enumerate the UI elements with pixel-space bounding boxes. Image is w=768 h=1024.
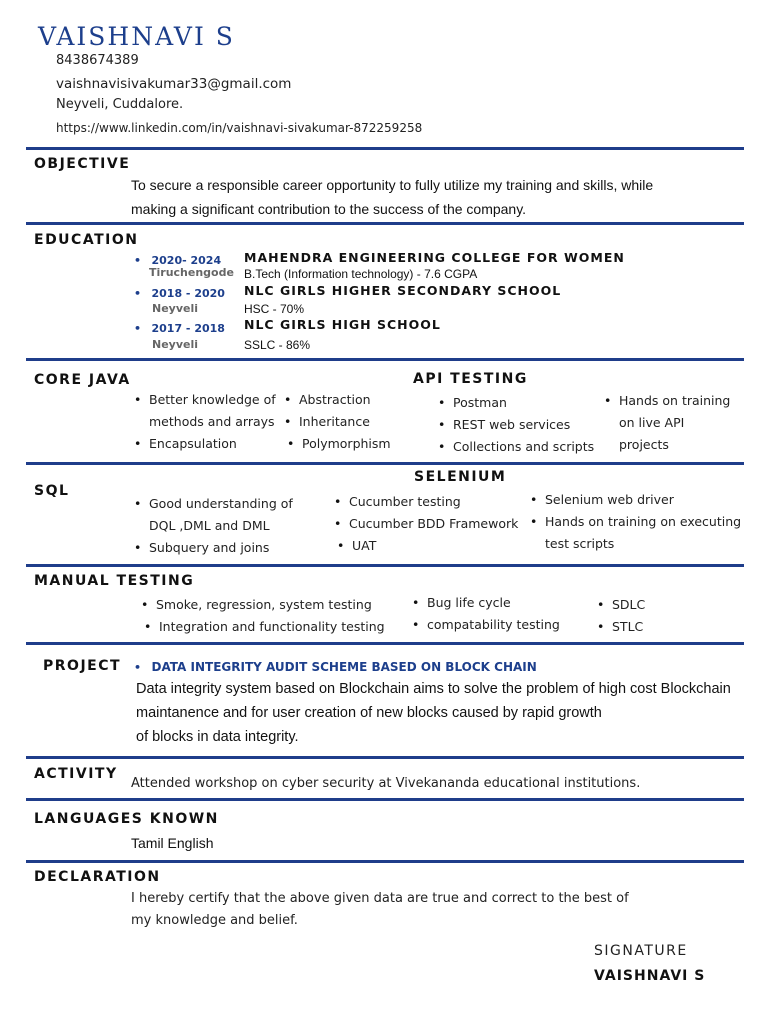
activity-heading: ACTIVITY	[34, 766, 118, 782]
selenium-heading: SELENIUM	[414, 469, 507, 485]
skill-item: • Integration and functionality testing	[159, 619, 385, 634]
skill-item: • Bug life cycle	[427, 595, 511, 610]
skill-item: • Selenium web driver	[545, 492, 674, 507]
education-years: 2018 - 2020	[151, 287, 225, 300]
skill-item: • Subquery and joins	[149, 540, 269, 555]
signature-label: SIGNATURE	[594, 943, 688, 959]
skill-item: • UAT	[352, 538, 376, 553]
skill-item: • REST web services	[453, 417, 570, 432]
education-place: Neyveli	[152, 338, 199, 351]
skill-item: • compatability testing	[427, 617, 560, 632]
activity-text: Attended workshop on cyber security at Vivekananda educational institutions.	[131, 776, 641, 791]
skill-item: • Cucumber BDD Framework	[349, 516, 518, 531]
skill-item-continued: projects	[619, 437, 669, 452]
education-detail: HSC - 70%	[244, 302, 305, 316]
education-place: Tiruchengode	[149, 266, 234, 279]
project-title: DATA INTEGRITY AUDIT SCHEME BASED ON BLOCK CHAIN	[151, 660, 537, 674]
skill-item-continued: on live API	[619, 415, 685, 430]
linkedin-url: https://www.linkedin.com/in/vaishnavi-sivakumar-872259258	[56, 121, 423, 135]
divider	[26, 756, 744, 759]
education-years: 2017 - 2018	[151, 322, 225, 335]
core-java-heading: CORE JAVA	[34, 372, 131, 388]
location: Neyveli, Cuddalore.	[56, 97, 184, 112]
education-detail: B.Tech (Information technology) - 7.6 CGPA	[244, 267, 478, 281]
api-testing-heading: API TESTING	[413, 371, 528, 387]
skill-item: • Cucumber testing	[349, 494, 461, 509]
education-entry	[134, 319, 225, 337]
education-institution: MAHENDRA ENGINEERING COLLEGE FOR WOMEN	[244, 250, 625, 265]
skill-item: • Collections and scripts	[453, 439, 594, 454]
education-detail: SSLC - 86%	[244, 338, 311, 352]
skill-item: • Polymorphism	[302, 436, 391, 451]
divider	[26, 358, 744, 361]
education-entry	[134, 284, 225, 302]
skill-item: • Abstraction	[299, 392, 371, 407]
skill-item-continued: test scripts	[545, 536, 615, 551]
skill-item: • Inheritance	[299, 414, 370, 429]
candidate-name: VAISHNAVI S	[38, 22, 235, 51]
skill-item: • Smoke, regression, system testing	[156, 597, 372, 612]
objective-heading: OBJECTIVE	[34, 156, 131, 172]
skill-item: • STLC	[612, 619, 643, 634]
signature-name: VAISHNAVI S	[594, 968, 706, 984]
bullet-icon: •	[134, 287, 142, 300]
skill-item: • Hands on training	[619, 393, 730, 408]
divider	[26, 222, 744, 225]
education-heading: EDUCATION	[34, 232, 139, 248]
email-address: vaishnavisivakumar33@gmail.com	[56, 76, 292, 92]
bullet-icon: •	[134, 254, 142, 267]
skill-item: • Encapsulation	[149, 436, 237, 451]
objective-line-1: To secure a responsible career opportunity to fully utilize my training and skills, while	[131, 177, 654, 193]
divider	[26, 860, 744, 863]
education-years: 2020- 2024	[151, 254, 222, 267]
languages-heading: LANGUAGES KNOWN	[34, 811, 219, 827]
skill-item-continued: DQL ,DML and DML	[149, 518, 270, 533]
skill-item: • Hands on training on executing	[545, 514, 741, 529]
project-heading: PROJECT	[43, 658, 122, 674]
project-title-row	[134, 658, 537, 676]
education-place: Neyveli	[152, 302, 199, 315]
skill-item: • SDLC	[612, 597, 645, 612]
declaration-heading: DECLARATION	[34, 869, 161, 885]
objective-line-2: making a significant contribution to the success of the company.	[131, 201, 527, 217]
skill-item: • Postman	[453, 395, 507, 410]
bullet-icon: •	[134, 661, 142, 674]
declaration-line-2: my knowledge and belief.	[131, 913, 298, 928]
divider	[26, 642, 744, 645]
skill-item: • Good understanding of	[149, 496, 293, 511]
project-description-line-1: Data integrity system based on Blockchain aims to solve the problem of high cost Blockchain	[136, 681, 731, 697]
bullet-icon: •	[134, 322, 142, 335]
languages-text: Tamil English	[131, 835, 214, 851]
education-institution: NLC GIRLS HIGHER SECONDARY SCHOOL	[244, 283, 562, 298]
divider	[26, 798, 744, 801]
divider	[26, 564, 744, 567]
divider	[26, 147, 744, 150]
divider	[26, 462, 744, 465]
sql-heading: SQL	[34, 483, 70, 499]
project-description-line-2: maintanence and for user creation of new blocks caused by rapid growth	[136, 705, 602, 721]
declaration-line-1: I hereby certify that the above given data are true and correct to the best of	[131, 891, 629, 906]
education-institution: NLC GIRLS HIGH SCHOOL	[244, 317, 441, 332]
project-description-line-3: of blocks in data integrity.	[136, 729, 299, 745]
phone-number: 8438674389	[56, 53, 139, 68]
skill-item: • Better knowledge of	[149, 392, 276, 407]
skill-item-continued: methods and arrays	[149, 414, 275, 429]
manual-testing-heading: MANUAL TESTING	[34, 573, 195, 589]
